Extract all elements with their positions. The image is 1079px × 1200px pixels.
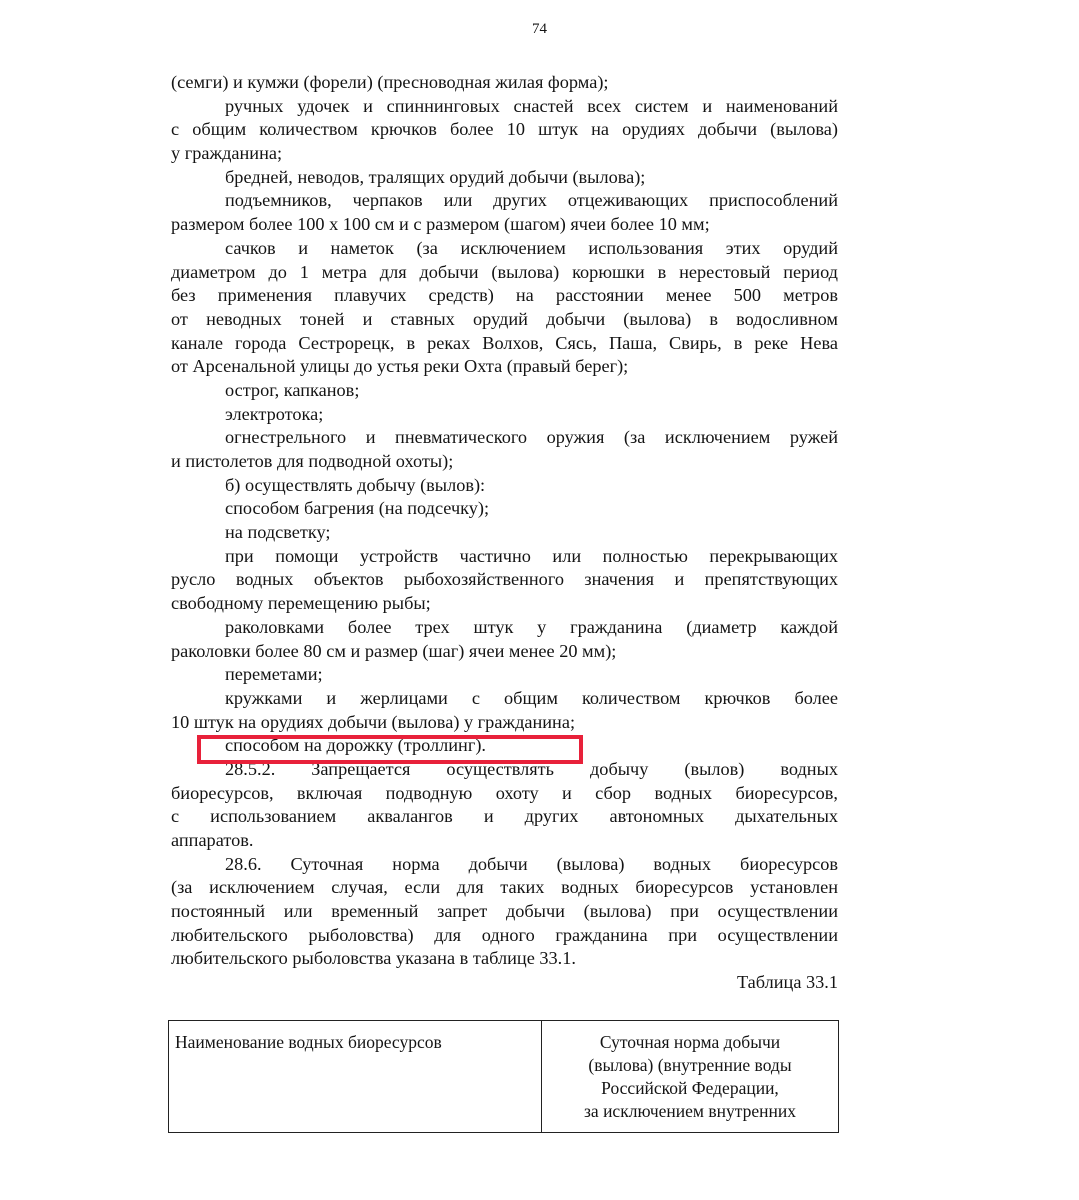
table-caption: Таблица 33.1: [736, 972, 838, 993]
text-line: и пистолетов для подводной охоты);: [171, 451, 454, 471]
text-line: ручных удочек и спиннинговых снастей всех систем и наименований: [225, 95, 838, 116]
text-line: способом багрения (на подсечку);: [225, 498, 490, 519]
text-line: бредней, неводов, тралящих орудий добычи (вылова);: [225, 166, 646, 187]
text-line: без применения плавучих средств) на расстоянии менее 500 метров: [171, 285, 838, 306]
text-line: с общим количеством крючков более 10 штук на орудиях добычи (вылова): [171, 119, 838, 140]
text-line: размером более 100 х 100 см и с размером (шагом) ячеи более 10 мм;: [171, 214, 710, 235]
text-line: русло водных объектов рыбохозяйственного значения и препятствующих: [171, 569, 838, 590]
table-header-norm: [542, 1021, 839, 1133]
table-header-row: [169, 1021, 839, 1133]
text-line: при помощи устройств частично или полностью перекрывающих: [225, 545, 838, 566]
text-line: биоресурсов, включая подводную охоту и сбор водных биоресурсов,: [171, 782, 838, 803]
text-line: диаметром до 1 метра для добычи (вылова) корюшки в нерестовый период: [171, 261, 838, 282]
text-line: подъемников, черпаков или других отцеживающих приспособлений: [225, 190, 838, 211]
text-line: (семги) и кумжи (форели) (пресноводная жилая форма);: [171, 72, 609, 92]
text-line: у гражданина;: [171, 143, 283, 164]
text-line: огнестрельного и пневматического оружия (за исключением ружей: [225, 427, 838, 448]
text-line: 28.6. Суточная норма добычи (вылова) водных биоресурсов: [225, 853, 838, 874]
text-line: раколовками более трех штук у гражданина (диаметр каждой: [225, 616, 838, 637]
text-line: от Арсенальной улицы до устья реки Охта (правый берег);: [171, 356, 629, 377]
text-line: канале города Сестрорецк, в реках Волхов, Сясь, Паша, Свирь, в реке Нева: [171, 332, 838, 353]
text-line: электротока;: [225, 403, 324, 424]
table-header-norm-line: за исключением внутренних: [584, 1101, 796, 1121]
text-line: 28.5.2. Запрещается осуществлять добычу (вылов) водных: [225, 758, 838, 779]
norms-table: [168, 1020, 839, 1133]
text-line: любительского рыболовства) для одного гражданина при осуществлении: [171, 924, 838, 945]
highlight-box: [197, 735, 583, 764]
highlighted-text-line: способом на дорожку (троллинг).: [225, 735, 486, 756]
text-line: (за исключением случая, если для таких водных биоресурсов установлен: [171, 877, 838, 898]
text-line: аппаратов.: [171, 830, 254, 850]
text-line: постоянный или временный запрет добычи (вылова) при осуществлении: [171, 901, 838, 922]
text-line: переметами;: [225, 664, 323, 685]
text-line: свободному перемещению рыбы;: [171, 593, 431, 614]
body-text: [171, 71, 838, 995]
text-line: раколовки более 80 см и размер (шаг) ячеи менее 20 мм);: [171, 640, 617, 661]
table-header-norm-line: Российской Федерации,: [601, 1078, 779, 1098]
text-line: сачков и наметок (за исключением использования этих орудий: [225, 237, 838, 258]
table-header-norm-line: Суточная норма добычи: [599, 1032, 781, 1052]
text-line: кружками и жерлицами с общим количеством крючков более: [225, 687, 838, 708]
text-line: с использованием аквалангов и других автономных дыхательных: [171, 806, 838, 827]
table-header-norm-line: (вылова) (внутренние воды: [588, 1055, 792, 1075]
text-line: от неводных тоней и ставных орудий добычи (вылова) в водосливном: [171, 308, 838, 329]
text-line: 10 штук на орудиях добычи (вылова) у гражданина;: [171, 711, 576, 732]
text-line: на подсветку;: [225, 522, 331, 543]
page-number: 74: [532, 21, 547, 37]
text-line: б) осуществлять добычу (вылов):: [225, 474, 486, 495]
text-line: любительского рыболовства указана в таблице 33.1.: [171, 948, 576, 969]
table-header-name: Наименование водных биоресурсов: [169, 1021, 542, 1133]
text-line: острог, капканов;: [225, 379, 360, 400]
